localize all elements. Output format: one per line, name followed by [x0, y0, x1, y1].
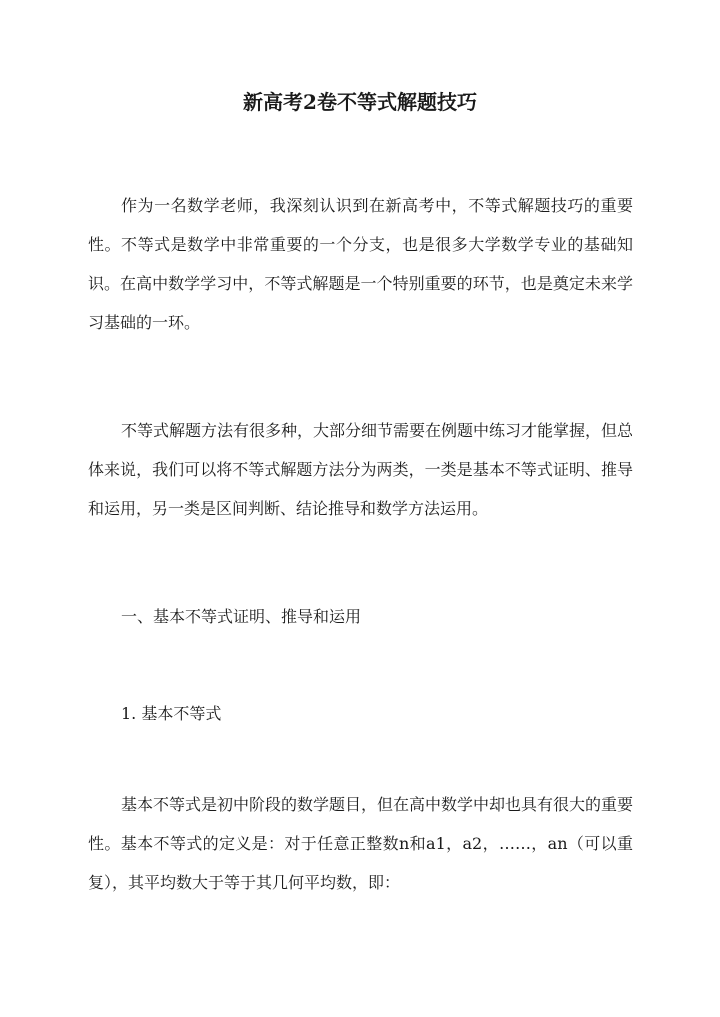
section-heading: 一、基本不等式证明、推导和运用 — [121, 607, 362, 626]
intro-paragraph: 作为一名数学老师，我深刻认识到在新高考中，不等式解题技巧的重要性。不等式是数学中非常重要的一个分支，也是很多大学数学专业的基础知识。在高中数学学习中，不等式解题是一个特别重要的环节，也是奠定未来学习基础的一环。 — [88, 196, 633, 332]
methods-paragraph: 不等式解题方法有很多种，大部分细节需要在例题中练习才能掌握，但总体来说，我们可以将不等式解题方法分为两类，一类是基本不等式证明、推导和运用，另一类是区间判断、结论推导和数学方法运用。 — [88, 421, 634, 518]
definition-paragraph: 基本不等式是初中阶段的数学题目，但在高中数学中却也具有很大的重要性。基本不等式的定义是：对于任意正整数n和a1，a2，……，an（可以重复），其平均数大于等于其几何平均数，即： — [88, 795, 634, 892]
document-title: 新高考2卷不等式解题技巧 — [243, 90, 477, 114]
subsection-heading: 1. 基本不等式 — [121, 704, 222, 723]
